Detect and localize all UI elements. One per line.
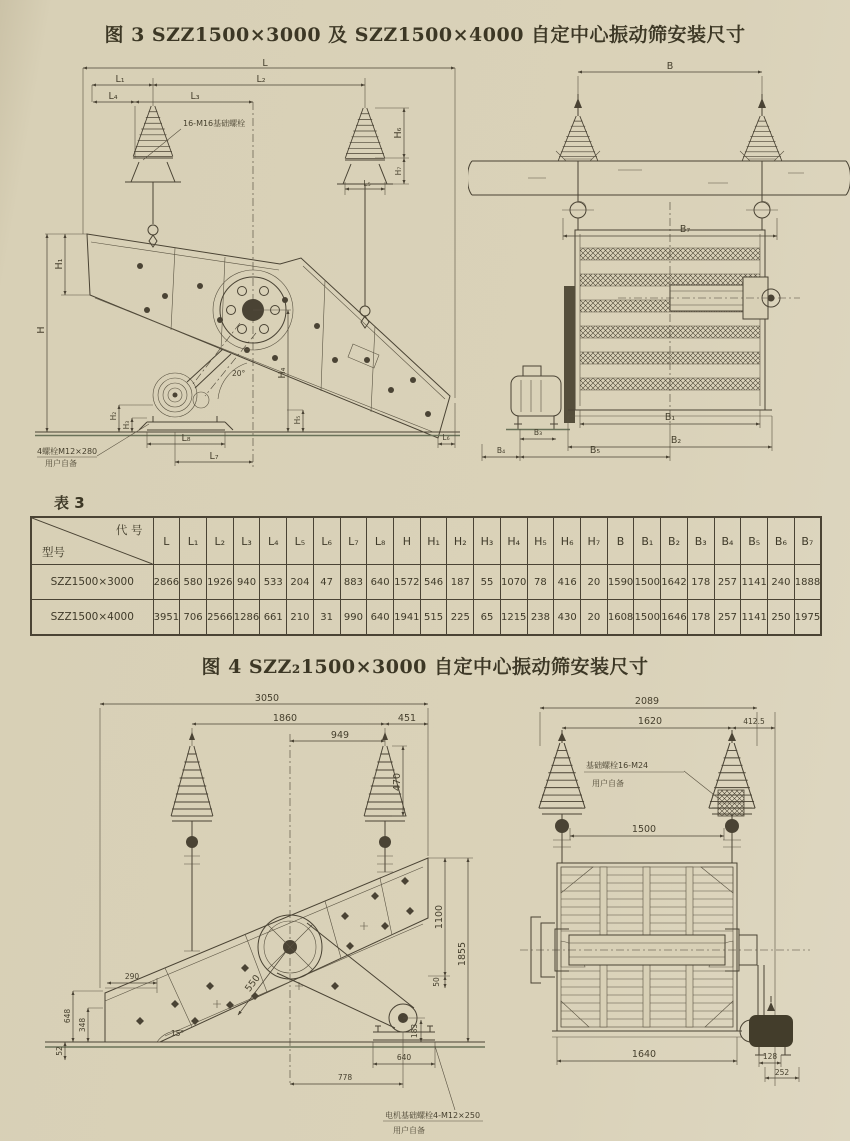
dim-label-B5: B₅	[589, 445, 601, 456]
dim-label-L: L	[262, 58, 268, 69]
table-corner-cell	[31, 517, 153, 565]
col-header: L₄	[260, 517, 287, 565]
cell: 78	[527, 565, 554, 600]
col-header: L	[153, 517, 180, 565]
motor-note-line2: 用户自备	[393, 1126, 425, 1135]
fig3-side-left-dims	[36, 234, 153, 432]
fig3-front-view-drawing	[468, 58, 850, 478]
col-header: L₃	[233, 517, 260, 565]
dim-1860: 1860	[272, 713, 298, 724]
cell: 238	[527, 600, 554, 636]
fig4-side-view-drawing	[45, 686, 485, 1141]
col-header: H	[393, 517, 420, 565]
dim-348: 348	[78, 1017, 87, 1033]
dim-50: 50	[432, 977, 441, 987]
cell: 1642	[661, 565, 688, 600]
dim-label-L4: L₄	[108, 91, 118, 102]
fig3-side-inner-dims	[218, 310, 303, 432]
cell: 65	[474, 600, 501, 636]
bolt-note-text: 16-M16基础螺栓	[183, 119, 246, 128]
dim-52: 52	[55, 1046, 64, 1056]
screen-body-outline	[87, 234, 450, 438]
cell: 1572	[393, 565, 420, 600]
cell: 1975	[794, 600, 821, 636]
dim-label-L3: L₃	[190, 91, 200, 102]
col-header: H₂	[447, 517, 474, 565]
cell: 178	[687, 600, 714, 636]
cell: 3951	[153, 600, 180, 636]
cell: 1215	[500, 600, 527, 636]
dim-label-H5: H₅	[293, 415, 302, 425]
cell: 940	[233, 565, 260, 600]
dim-label-H1: H₁	[54, 258, 65, 270]
dim-3050: 3050	[254, 693, 280, 704]
fig4-motor-icon	[740, 965, 793, 1055]
col-header: L₂	[206, 517, 233, 565]
bolt-note-line2: 用户自备	[592, 779, 624, 788]
bolt-note-line1: 基础螺栓16-M24	[586, 761, 649, 770]
dim-778: 778	[337, 1073, 353, 1082]
dim-label-L6: L₆	[442, 433, 450, 442]
col-header: H₁	[420, 517, 447, 565]
dim-1100: 1100	[434, 904, 445, 930]
corner-label-code: 代 号	[115, 523, 143, 537]
cell: 210	[287, 600, 314, 636]
cell: 1500	[634, 565, 661, 600]
table-row	[31, 565, 821, 600]
col-header: L₈	[367, 517, 394, 565]
cell: 1941	[393, 600, 420, 636]
dim-648: 648	[63, 1008, 72, 1024]
dim-470: 470	[392, 772, 403, 792]
cell: 1141	[741, 600, 768, 636]
col-header: B₅	[741, 517, 768, 565]
anchor-note-line2: 用户自备	[45, 459, 77, 468]
cell: 1286	[233, 600, 260, 636]
col-header: H₇	[581, 517, 608, 565]
col-header: L₅	[287, 517, 314, 565]
table-3	[30, 516, 822, 636]
side-column-shadow	[564, 286, 575, 423]
cell: 1926	[206, 565, 233, 600]
fig4-hanger-springs	[171, 732, 407, 951]
cell: 580	[180, 565, 207, 600]
fig4-front-1500	[570, 824, 724, 840]
cell: 20	[581, 565, 608, 600]
fig4-bolt-note	[584, 760, 718, 798]
fig4-side-right-dims	[403, 858, 473, 1042]
dim-label-H4: H₄	[277, 367, 288, 379]
cell: 250	[768, 600, 795, 636]
cell: 20	[581, 600, 608, 636]
cell: 1646	[661, 600, 688, 636]
col-header: B	[607, 517, 634, 565]
dim-290: 290	[124, 972, 140, 981]
dim-label-L2: L₂	[256, 74, 266, 85]
cell: 47	[313, 565, 340, 600]
cell: 546	[420, 565, 447, 600]
col-header: H₅	[527, 517, 554, 565]
fig3-front-hangers	[556, 94, 784, 161]
cell: 1500	[634, 600, 661, 636]
cell: 178	[687, 565, 714, 600]
dim-label-H: H	[36, 326, 47, 334]
cell: 1070	[500, 565, 527, 600]
anchor-note-line1: 4螺栓M12×280	[37, 447, 98, 456]
cell: 240	[768, 565, 795, 600]
dim-640: 640	[396, 1053, 412, 1062]
cell: 416	[554, 565, 581, 600]
cell: 661	[260, 600, 287, 636]
col-header: H₄	[500, 517, 527, 565]
fig4-front-view-drawing	[512, 686, 850, 1141]
dim-451: 451	[397, 713, 417, 724]
fig4-front-springs	[539, 730, 755, 863]
cell: 1590	[607, 565, 634, 600]
motor-note-line1: 电机基础螺栓4-M12×250	[385, 1111, 481, 1120]
cell: 883	[340, 565, 367, 600]
dim-128: 128	[762, 1052, 778, 1061]
dim-label-H7: H₇	[394, 166, 403, 176]
fig3-front-top-dims	[578, 61, 762, 94]
col-header: H₆	[554, 517, 581, 565]
col-header: B₄	[714, 517, 741, 565]
cell: 640	[367, 600, 394, 636]
dim-550: 550	[243, 972, 263, 995]
model-cell: SZZ1500×4000	[31, 600, 153, 636]
dim-1620: 1620	[637, 716, 663, 727]
col-header: B₁	[634, 517, 661, 565]
col-header: L₁	[180, 517, 207, 565]
table-header-row	[31, 517, 821, 565]
dim-label-L1: L₁	[115, 74, 125, 85]
cell: 204	[287, 565, 314, 600]
dim-949: 949	[330, 730, 350, 741]
angle-15: 15°	[171, 1029, 185, 1038]
dim-label-L7: L₇	[209, 451, 219, 462]
figure4-title: 图 4 SZZ₂1500×3000 自定中心振动筛安装尺寸	[201, 656, 649, 678]
cell: 515	[420, 600, 447, 636]
dim-label-L5: L₅	[363, 179, 371, 188]
dim-label-B1: B₁	[664, 412, 676, 423]
dim-1855: 1855	[457, 941, 468, 967]
fig4-screen-box	[520, 863, 810, 1037]
bolt-diamonds	[136, 877, 414, 1025]
bolt-dots	[137, 263, 431, 417]
cell: 706	[180, 600, 207, 636]
cell: 187	[447, 565, 474, 600]
figure3-title: 图 3 SZZ1500×3000 及 SZZ1500×4000 自定中心振动筛安装尺寸	[104, 24, 746, 46]
dim-label-B3: B₃	[533, 428, 543, 437]
cell: 1141	[741, 565, 768, 600]
cell: 990	[340, 600, 367, 636]
dim-412-5: 412.5	[743, 717, 765, 726]
col-header: B₂	[661, 517, 688, 565]
cell: 1608	[607, 600, 634, 636]
dim-label-B4: B₄	[496, 446, 506, 455]
fig3-side-bottom-dims	[147, 403, 455, 466]
dim-label-B7: B₇	[679, 224, 691, 235]
angle-label: 20°	[232, 369, 246, 378]
col-header: B₇	[794, 517, 821, 565]
dim-label-B: B	[666, 61, 674, 72]
fig4-screen-body	[105, 858, 435, 1042]
cell: 533	[260, 565, 287, 600]
right-spring-icon	[345, 108, 385, 158]
dim-252: 252	[774, 1068, 790, 1077]
table-row	[31, 600, 821, 636]
col-header: L₆	[313, 517, 340, 565]
dim-183: 183	[410, 1023, 419, 1039]
col-header: B₃	[687, 517, 714, 565]
model-cell: SZZ1500×3000	[31, 565, 153, 600]
cell: 1888	[794, 565, 821, 600]
cell: 225	[447, 600, 474, 636]
dim-2089: 2089	[634, 696, 660, 707]
dim-label-B2: B₂	[670, 435, 682, 446]
cell: 257	[714, 565, 741, 600]
table3-caption: 表 3	[54, 494, 85, 512]
dim-1640: 1640	[631, 1049, 657, 1060]
fig3-side-top-dims	[83, 58, 455, 102]
cell: 55	[474, 565, 501, 600]
fig4-side-belt-dim	[238, 949, 288, 1015]
support-beam	[468, 161, 850, 195]
screen-box	[564, 202, 800, 424]
cell: 31	[313, 600, 340, 636]
dim-label-H6: H₆	[393, 127, 404, 139]
dim-1500: 1500	[631, 824, 657, 835]
dim-label-L8: L₈	[181, 433, 191, 444]
col-header: L₇	[340, 517, 367, 565]
col-header: H₃	[474, 517, 501, 565]
left-spring-icon	[133, 106, 173, 156]
col-header: B₆	[768, 517, 795, 565]
fig3-front-bottom-dims	[482, 410, 772, 461]
drive-motor-icon	[506, 366, 570, 430]
cell: 257	[714, 600, 741, 636]
cell: 640	[367, 565, 394, 600]
fig3-bolt-note	[143, 118, 245, 160]
cell: 2566	[206, 600, 233, 636]
fig4-side-top-dims	[100, 693, 428, 1086]
cell: 430	[554, 600, 581, 636]
cell: 2866	[153, 565, 180, 600]
dim-label-H3: H₃	[122, 420, 131, 430]
fig3-side-view-drawing	[35, 58, 460, 478]
corner-label-model: 型号	[42, 545, 65, 559]
dim-label-H2: H₂	[109, 411, 118, 421]
